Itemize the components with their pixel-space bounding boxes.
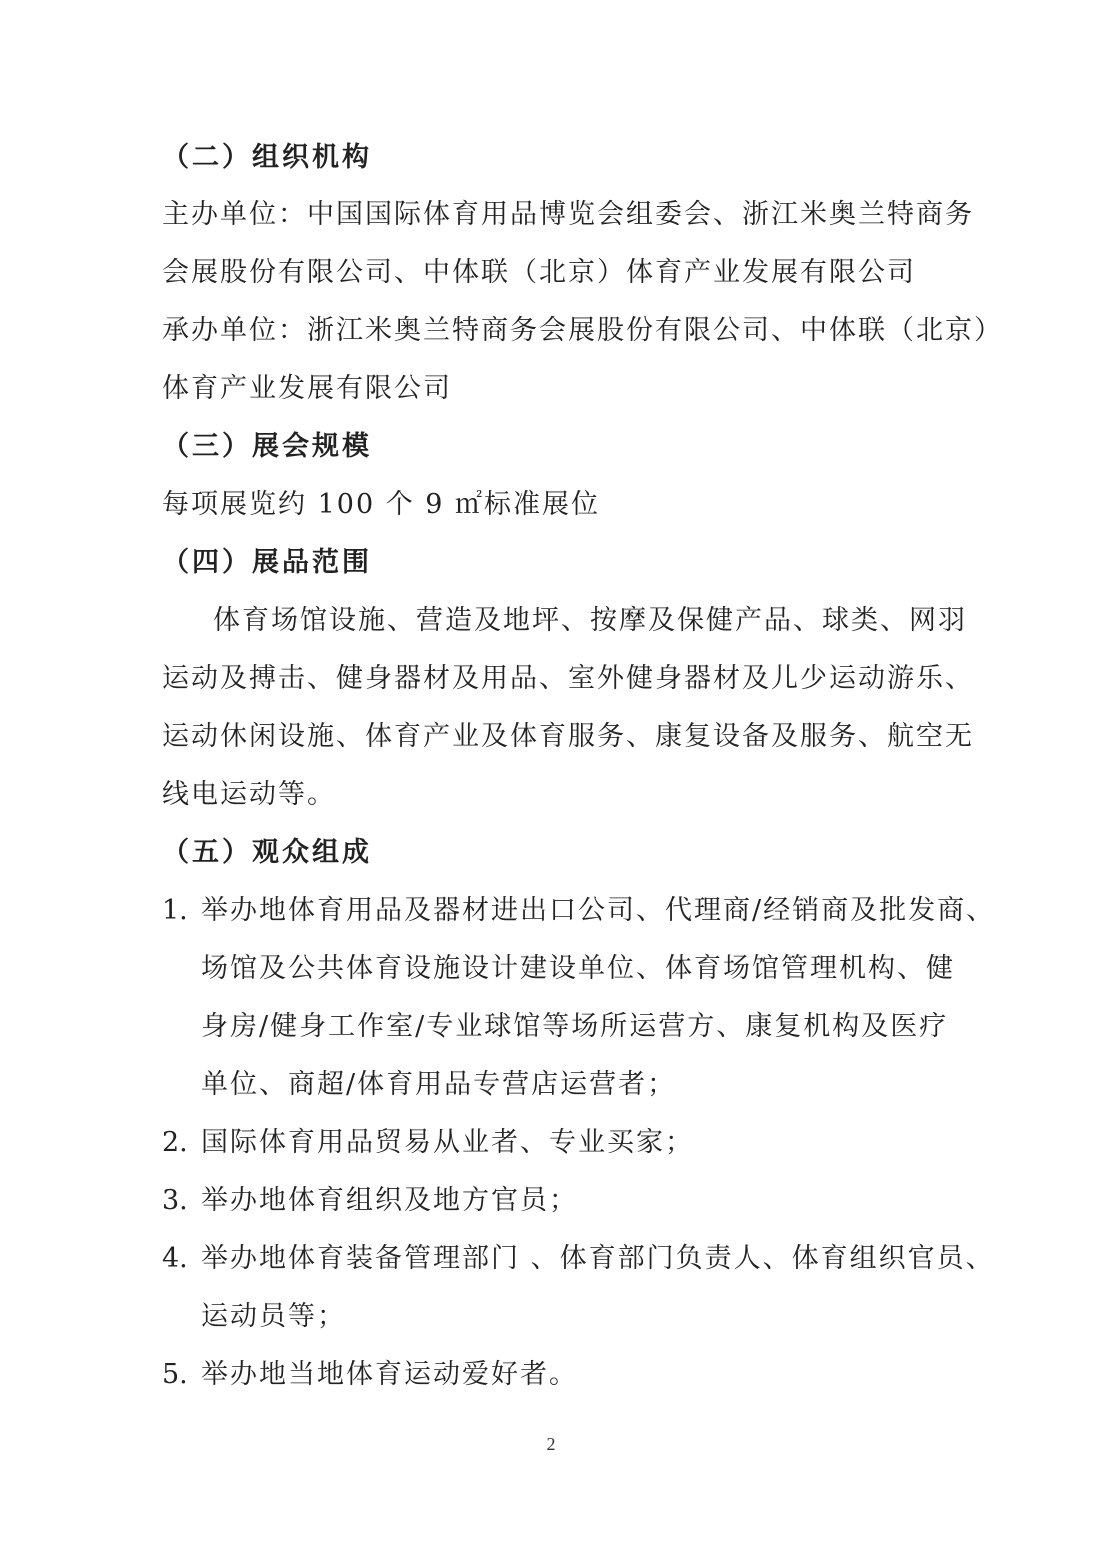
host-line-1: 主办单位：中国国际体育用品博览会组委会、浙江米奥兰特商务 — [162, 199, 974, 230]
section-heading-audience: （五）观众组成 — [162, 837, 372, 868]
list-item-text: 国际体育用品贸易从业者、专业买家； — [201, 1127, 694, 1158]
list-item-number: 4. — [162, 1243, 188, 1274]
list-item-number: 3. — [162, 1185, 188, 1216]
list-item-text: 运动员等； — [201, 1301, 346, 1332]
organizer-line-1: 承办单位：浙江米奥兰特商务会展股份有限公司、中体联（北京） — [162, 315, 1003, 346]
organizer-line-2: 体育产业发展有限公司 — [162, 373, 452, 404]
scale-text: 每项展览约 100 个 9 ㎡标准展位 — [162, 489, 601, 520]
section-heading-scale: （三）展会规模 — [162, 431, 372, 462]
exhibits-line-3: 运动休闲设施、体育产业及体育服务、康复设备及服务、航空无 — [162, 721, 974, 752]
list-item-text: 举办地当地体育运动爱好者。 — [201, 1359, 578, 1390]
exhibits-line-4: 线电运动等。 — [162, 779, 336, 810]
list-item-text: 身房/健身工作室/专业球馆等场所运营方、康复机构及医疗 — [201, 1011, 949, 1042]
list-item-number: 2. — [162, 1127, 188, 1158]
page-number: 2 — [546, 1434, 556, 1454]
list-item-number: 5. — [162, 1359, 188, 1390]
list-item-text: 举办地体育装备管理部门 、体育部门负责人、体育组织官员、 — [201, 1243, 995, 1274]
host-line-2: 会展股份有限公司、中体联（北京）体育产业发展有限公司 — [162, 257, 916, 288]
section-heading-exhibits: （四）展品范围 — [162, 547, 372, 578]
list-item-number: 1. — [162, 895, 188, 926]
list-item-text: 举办地体育用品及器材进出口公司、代理商/经销商及批发商、 — [201, 895, 996, 926]
list-item-text: 举办地体育组织及地方官员； — [201, 1185, 578, 1216]
list-item-text: 单位、商超/体育用品专营店运营者； — [201, 1069, 677, 1100]
exhibits-line-1: 体育场馆设施、营造及地坪、按摩及保健产品、球类、网羽 — [213, 605, 967, 636]
exhibits-line-2: 运动及搏击、健身器材及用品、室外健身器材及儿少运动游乐、 — [162, 663, 974, 694]
list-item-text: 场馆及公共体育设施设计建设单位、体育场馆管理机构、健 — [201, 953, 955, 984]
section-heading-organization: （二）组织机构 — [162, 142, 372, 173]
